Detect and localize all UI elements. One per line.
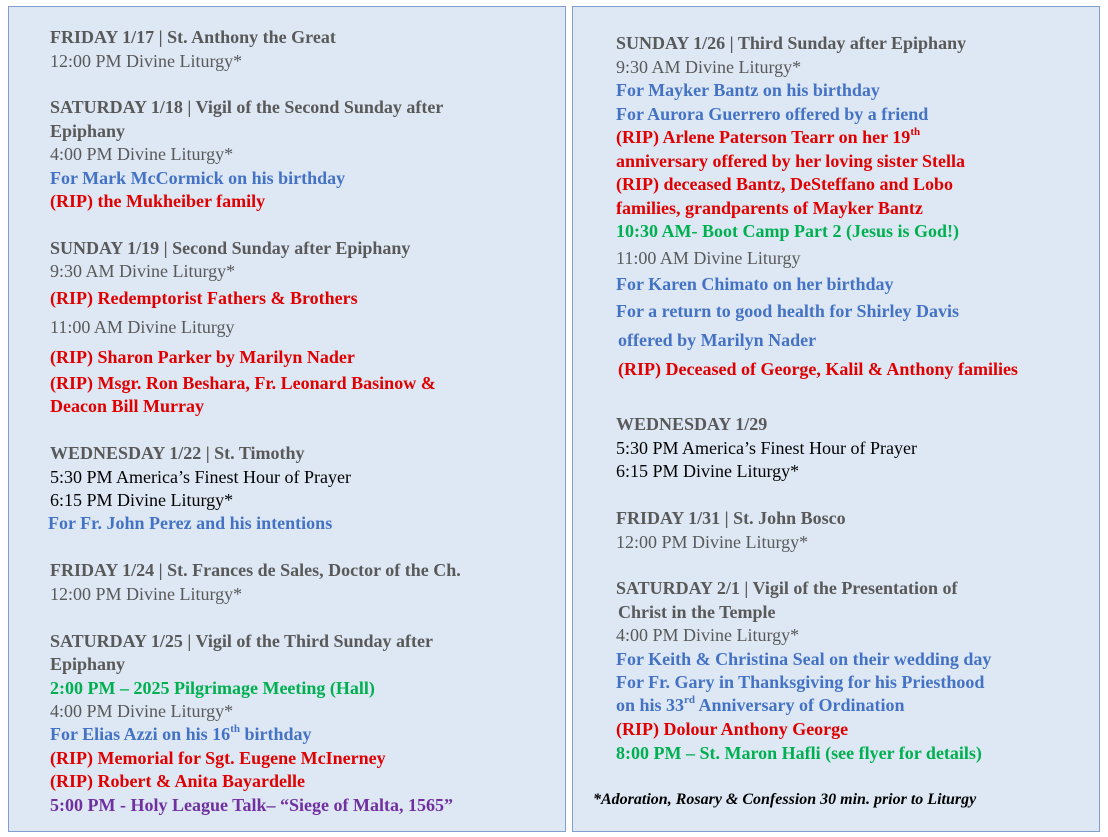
mass-intention: For a return to good health for Shirley Davis: [616, 301, 959, 321]
liturgy-time: 4:00 PM Divine Liturgy*: [50, 701, 234, 721]
day-header-sat-21: SATURDAY 2/1 | Vigil of the Presentation of: [616, 578, 958, 598]
liturgy-time: 11:00 AM Divine Liturgy: [616, 248, 801, 268]
mass-intention: For Mark McCormick on his birthday: [50, 168, 346, 188]
rip-intention: (RIP) Dolour Anthony George: [616, 719, 849, 739]
liturgy-time: 4:00 PM Divine Liturgy*: [50, 144, 234, 164]
day-header-sat-118-cont: Epiphany: [50, 121, 126, 141]
day-header-fri-117: FRIDAY 1/17 | St. Anthony the Great: [50, 27, 336, 47]
event-time: 5:30 PM America’s Finest Hour of Prayer: [616, 438, 917, 458]
mass-intention: For Fr. Gary in Thanksgiving for his Priesthood: [616, 672, 985, 692]
liturgy-time: 6:15 PM Divine Liturgy*: [50, 490, 234, 510]
day-header-sat-21-cont: Christ in the Temple: [618, 602, 776, 622]
liturgy-time: 6:15 PM Divine Liturgy*: [616, 461, 800, 481]
event-holy-league-talk: 5:00 PM - Holy League Talk– “Siege of Malta, 1565”: [50, 795, 453, 815]
rip-intention-cont: anniversary offered by her loving sister Stella: [616, 151, 965, 171]
day-header-sun-126: SUNDAY 1/26 | Third Sunday after Epiphany: [616, 33, 967, 53]
rip-intention: (RIP) Msgr. Ron Beshara, Fr. Leonard Basinow &: [50, 373, 436, 393]
day-header-wed-122: WEDNESDAY 1/22 | St. Timothy: [50, 443, 305, 463]
event-hafli: 8:00 PM – St. Maron Hafli (see flyer for details): [616, 743, 982, 763]
day-header-wed-129: WEDNESDAY 1/29: [616, 414, 768, 434]
day-header-sat-118: SATURDAY 1/18 | Vigil of the Second Sunday after: [50, 97, 444, 117]
rip-intention-cont: families, grandparents of Mayker Bantz: [616, 198, 923, 218]
mass-intention: For Aurora Guerrero offered by a friend: [616, 104, 929, 124]
day-header-fri-124: FRIDAY 1/24 | St. Frances de Sales, Doctor of the Ch.: [50, 560, 461, 580]
liturgy-time: 12:00 PM Divine Liturgy*: [50, 584, 243, 604]
liturgy-time: 12:00 PM Divine Liturgy*: [50, 51, 243, 71]
rip-intention: (RIP) Robert & Anita Bayardelle: [50, 771, 305, 791]
liturgy-time: 11:00 AM Divine Liturgy: [50, 317, 235, 337]
mass-intention: For Karen Chimato on her birthday: [616, 274, 894, 294]
rip-intention: (RIP) Sharon Parker by Marilyn Nader: [50, 347, 355, 367]
rip-intention-cont: Deacon Bill Murray: [50, 396, 204, 416]
left-schedule-panel: [8, 6, 566, 832]
right-schedule-panel: [572, 6, 1100, 832]
mass-intention-cont: offered by Marilyn Nader: [618, 330, 817, 350]
event-boot-camp: 10:30 AM- Boot Camp Part 2 (Jesus is God!): [616, 221, 959, 241]
footnote: *Adoration, Rosary & Confession 30 min. prior to Liturgy: [593, 791, 977, 808]
event-time: 5:30 PM America’s Finest Hour of Prayer: [50, 467, 351, 487]
mass-intention-cont: on his 33rd Anniversary of Ordination: [616, 694, 905, 715]
rip-intention: (RIP) the Mukheiber family: [50, 191, 266, 211]
day-header-fri-131: FRIDAY 1/31 | St. John Bosco: [616, 508, 846, 528]
liturgy-time: 12:00 PM Divine Liturgy*: [616, 532, 809, 552]
event-pilgrimage-meeting: 2:00 PM – 2025 Pilgrimage Meeting (Hall): [50, 678, 375, 698]
day-header-sun-119: SUNDAY 1/19 | Second Sunday after Epiphany: [50, 238, 411, 258]
day-header-sat-125: SATURDAY 1/25 | Vigil of the Third Sunday after: [50, 631, 434, 651]
rip-intention: (RIP) Arlene Paterson Tearr on her 19th: [616, 126, 921, 147]
rip-intention: (RIP) deceased Bantz, DeSteffano and Lobo: [616, 174, 953, 194]
mass-intention: For Keith & Christina Seal on their wedding day: [616, 649, 992, 669]
liturgy-time: 9:30 AM Divine Liturgy*: [50, 261, 236, 281]
mass-intention: For Elias Azzi on his 16th birthday: [50, 723, 312, 744]
rip-intention: (RIP) Deceased of George, Kalil & Anthony families: [618, 359, 1018, 379]
rip-intention: (RIP) Memorial for Sgt. Eugene McInerney: [50, 748, 386, 768]
rip-intention: (RIP) Redemptorist Fathers & Brothers: [50, 288, 358, 308]
liturgy-time: 4:00 PM Divine Liturgy*: [616, 625, 800, 645]
liturgy-time: 9:30 AM Divine Liturgy*: [616, 57, 802, 77]
day-header-sat-125-cont: Epiphany: [50, 654, 126, 674]
mass-intention: For Fr. John Perez and his intentions: [48, 513, 333, 533]
mass-intention: For Mayker Bantz on his birthday: [616, 80, 880, 100]
